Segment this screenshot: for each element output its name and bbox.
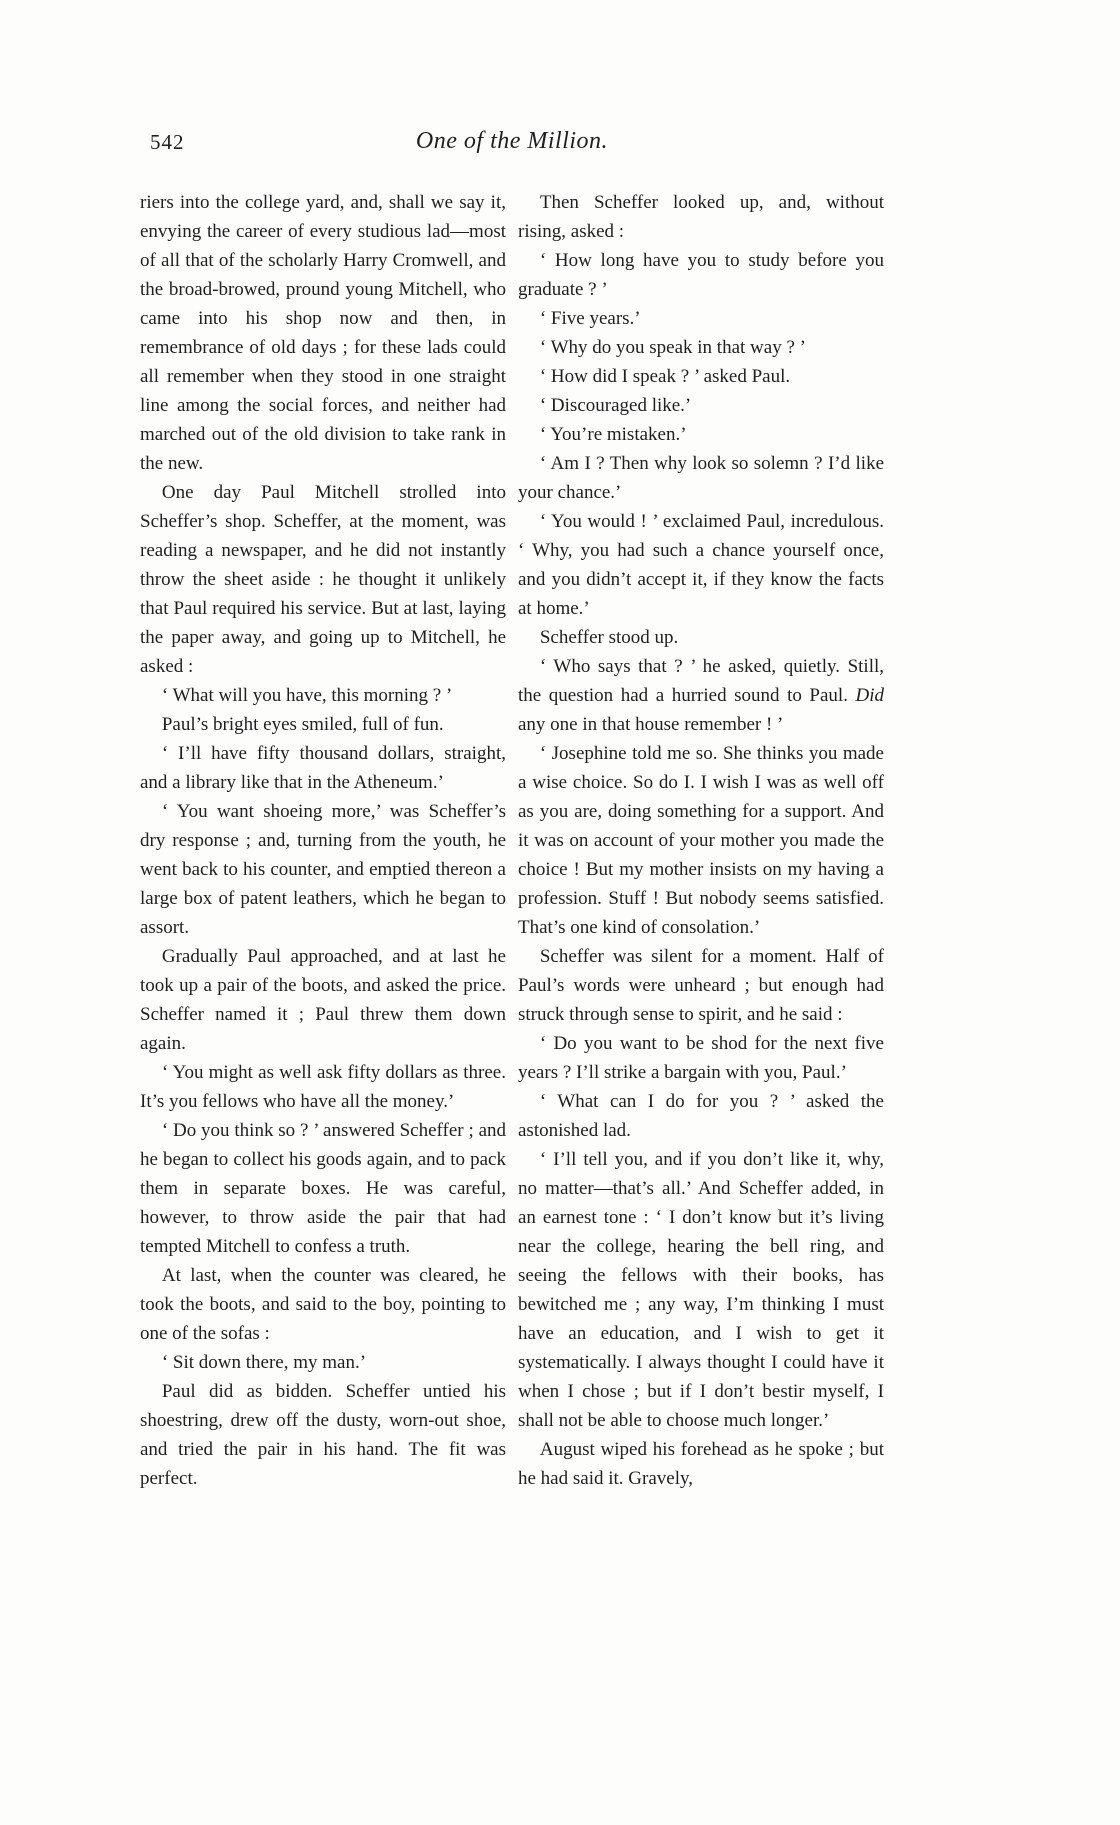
text-run: riers into the college yard, and, shall we say it, envying the career of every studious lad—most of all that of the scholarly Harry Cromwell, and the broad-browed, pround young Mitchell, who came into his shop now and then, in remembrance of old days ; for these lads could all remember when they stood in one straight line among the social forces, and neither had marched out of the old division to take rank in the new.: [140, 192, 506, 474]
text-run: Gradually Paul approached, and at last he took up a pair of the boots, and asked the price. Scheffer named it ; Paul threw them down again.: [140, 946, 506, 1054]
italic-text: Did: [855, 685, 884, 706]
paragraph: [140, 942, 506, 1058]
paragraph: [518, 623, 884, 652]
text-run: Then Scheffer looked up, and, without rising, asked :: [518, 192, 884, 242]
text-run: One day Paul Mitchell strolled into Scheffer’s shop. Scheffer, at the moment, was reading a newspaper, and he did not instantly throw the sheet aside : he thought it unlikely that Paul required his service. But at last, laying the paper away, and going up to Mitchell, he asked :: [140, 482, 506, 677]
paragraph: [140, 710, 506, 739]
paragraph: [140, 1377, 506, 1493]
text-run: Scheffer stood up.: [539, 627, 679, 648]
paragraph: [518, 333, 884, 362]
paragraph: [518, 507, 884, 623]
paragraph: [518, 420, 884, 449]
paragraph: [140, 188, 506, 478]
text-run: ‘ What can I do for you ? ’ asked the astonished lad.: [518, 1091, 884, 1141]
paragraph: [518, 1145, 884, 1435]
text-run: ‘ I’ll have fifty thousand dollars, straight, and a library like that in the Atheneum.’: [140, 743, 506, 793]
text-run: ‘ Do you think so ? ’ answered Scheffer ; and he began to collect his goods again, and to pack them in separate boxes. He was careful, however, to throw aside the pair that had tempted Mitchell to confess a truth.: [140, 1120, 506, 1257]
paragraph: [140, 797, 506, 942]
paragraph: [518, 739, 884, 942]
page-header: [140, 128, 884, 162]
text-run: Paul did as bidden. Scheffer untied his shoestring, drew off the dusty, worn-out shoe, and tried the pair in his hand. The fit was perfect.: [140, 1381, 506, 1489]
text-run: At last, when the counter was cleared, he took the boots, and said to the boy, pointing to one of the sofas :: [140, 1265, 506, 1344]
text-run: ‘ I’ll tell you, and if you don’t like it, why, no matter—that’s all.’ And Scheffer added, in an earnest tone : ‘ I don’t know but it’s living near the college, hearing the bell ring, and seeing the fellows with their books, has bewitched me ; any way, I’m thinking I must have an education, and I wish to get it systematically. I always thought I could have it when I chose ; but if I don’t bestir myself, I shall not be able to choose much longer.’: [518, 1149, 884, 1431]
paragraph: [518, 362, 884, 391]
text-run: ‘ Who says that ? ’ he asked, quietly. Still, the question had a hurried sound to Paul.: [518, 656, 884, 706]
text-run: ‘ How long have you to study before you graduate ? ’: [518, 250, 884, 300]
text-run: ‘ You would ! ’ exclaimed Paul, incredulous. ‘ Why, you had such a chance yourself once, and you didn’t accept it, if they know the facts at home.’: [518, 511, 884, 619]
text-run: ‘ How did I speak ? ’ asked Paul.: [539, 366, 791, 387]
text-run: ‘ You might as well ask fifty dollars as three. It’s you fellows who have all the money.’: [140, 1062, 506, 1112]
text-run: Paul’s bright eyes smiled, full of fun.: [161, 714, 444, 735]
paragraph: [140, 1348, 506, 1377]
text-run: ‘ Do you want to be shod for the next five years ? I’ll strike a bargain with you, Paul.’: [518, 1033, 884, 1083]
paragraph: [140, 1261, 506, 1348]
text-run: August wiped his forehead as he spoke ; but he had said it. Gravely,: [518, 1439, 884, 1489]
paragraph: [518, 942, 884, 1029]
paragraph: [140, 1116, 506, 1261]
text-run: ‘ Sit down there, my man.’: [161, 1352, 367, 1373]
left-column: [140, 188, 506, 1493]
text-run: ‘ Discouraged like.’: [539, 395, 692, 416]
paragraph: [518, 304, 884, 333]
paragraph: [140, 478, 506, 681]
paragraph: [140, 739, 506, 797]
text-run: ‘ Josephine told me so. She thinks you made a wise choice. So do I. I wish I was as well off as you are, doing something for a support. And it was on account of your mother you made the choice ! But my mother insists on my having a profession. Stuff ! But nobody seems satisfied. That’s one kind of consolation.’: [518, 743, 884, 938]
text-run: ‘ You’re mistaken.’: [539, 424, 687, 445]
page-number: 542: [150, 130, 185, 154]
text-run: ‘ You want shoeing more,’ was Scheffer’s dry response ; and, turning from the youth, he went back to his counter, and emptied thereon a large box of patent leathers, which he began to assort.: [140, 801, 506, 938]
text-columns: [140, 188, 884, 1493]
running-title: One of the Million.: [415, 128, 609, 154]
paragraph: [518, 652, 884, 739]
text-run: Scheffer was silent for a moment. Half of Paul’s words were unheard ; but enough had struck through sense to spirit, and he said :: [518, 946, 884, 1025]
paragraph: [140, 681, 506, 710]
paragraph: [140, 1058, 506, 1116]
paragraph: [518, 188, 884, 246]
paragraph: [518, 1435, 884, 1493]
paragraph: [518, 391, 884, 420]
text-run: ‘ Why do you speak in that way ? ’: [539, 337, 806, 358]
text-run: ‘ Five years.’: [539, 308, 641, 329]
book-page: [140, 128, 884, 1493]
text-run: ‘ What will you have, this morning ? ’: [161, 685, 453, 706]
paragraph: [518, 449, 884, 507]
paragraph: [518, 1029, 884, 1087]
paragraph: [518, 1087, 884, 1145]
text-run: ‘ Am I ? Then why look so solemn ? I’d like your chance.’: [518, 453, 884, 503]
right-column: [518, 188, 884, 1493]
paragraph: [518, 246, 884, 304]
text-run: any one in that house remember ! ’: [518, 714, 784, 735]
